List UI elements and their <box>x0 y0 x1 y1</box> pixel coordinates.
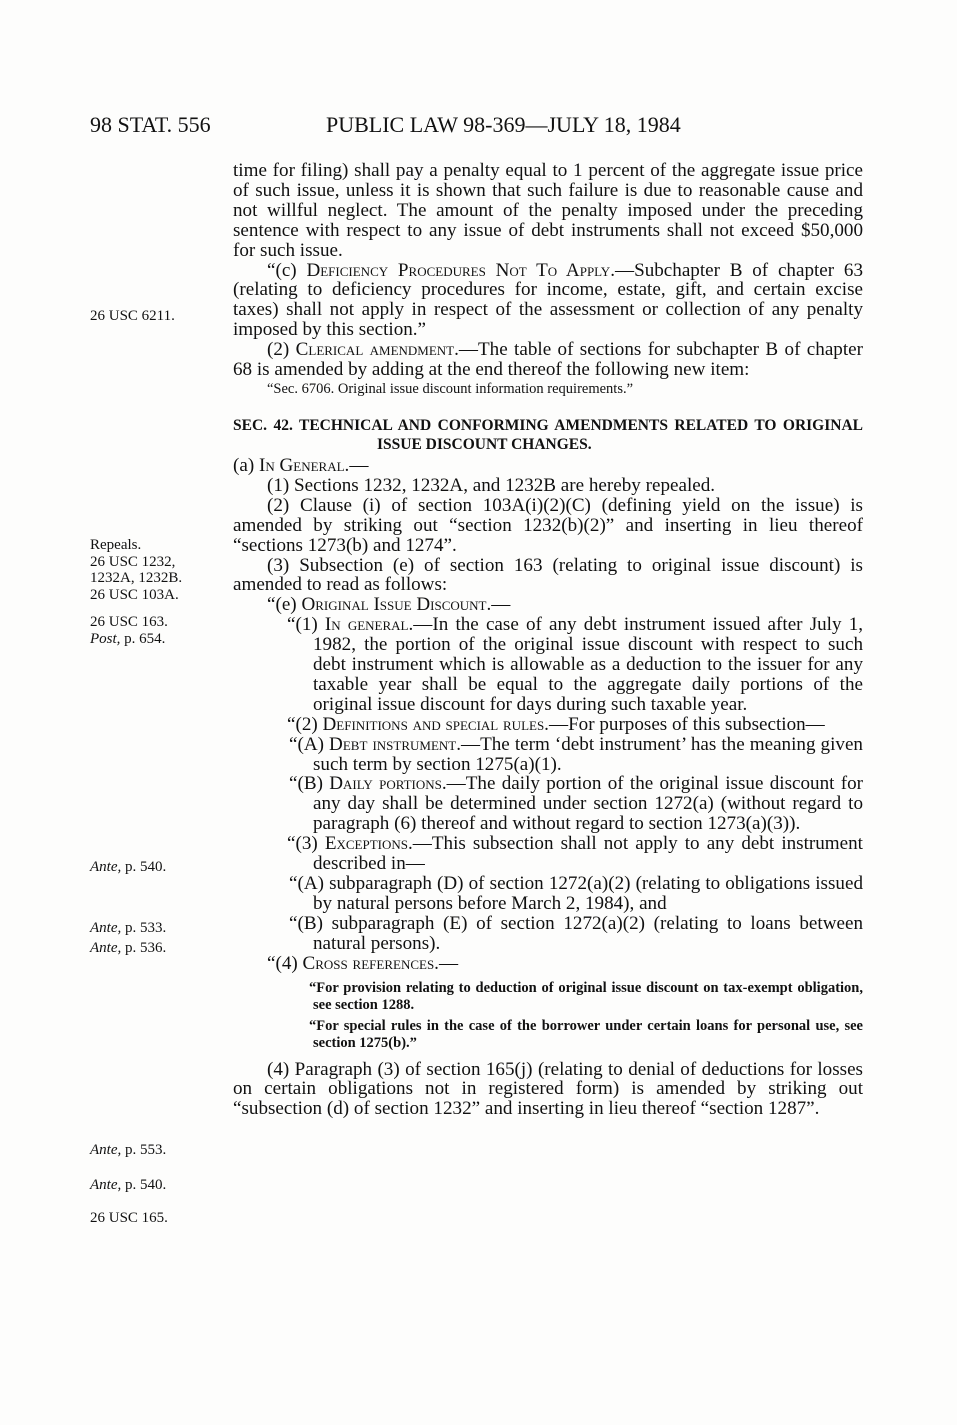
margin-note-ante-540 <box>90 859 166 876</box>
subsection-heading: In General. <box>258 454 350 476</box>
margin-note-usc-165: 26 USC 165. <box>90 1210 168 1226</box>
subsection-heading: Original Issue Discount. <box>301 594 492 616</box>
margin-note-line <box>90 631 168 648</box>
dash: — <box>438 952 459 974</box>
paragraph-a2: (2) Clause (i) of section 103A(i)(2)(C) (defining yield on the issue) is amended by striking out “section 1232(b)(2)” and inserting in lieu thereof “sections 1273(b) and 1274”. <box>233 494 863 556</box>
clerical-amendment <box>233 340 863 380</box>
subsection-label: “(e) <box>267 594 302 616</box>
section-heading: SEC. 42. TECHNICAL AND CONFORMING AMENDMENTS RELATED TO ORIGINAL ISSUE DISCOUNT CHANGES. <box>233 416 863 453</box>
paragraph-text: —This subsection shall not apply to any debt instrument described in— <box>313 833 863 875</box>
paragraph-heading: Definitions and special rules. <box>322 713 549 735</box>
paragraph-heading: Clerical amendment. <box>295 339 459 361</box>
paragraph-e2 <box>233 715 863 735</box>
paragraph-label: (2) <box>267 339 296 361</box>
paragraph-penalty-continued: time for filing) shall pay a penalty equal to 1 percent of the aggregate issue price of such issue, unless it is shown that such failure is due to reasonable cause and not willful neglect. The amount of the penalty imposed under the preceding sentence with respect to any issue of debt instruments shall not exceed $50,000 for such issue. <box>233 160 863 261</box>
subsection-c <box>233 261 863 341</box>
margin-note-line: 26 USC 163. <box>90 614 168 630</box>
cross-reference-2: “For special rules in the case of the borrower under certain loans for personal use, see section 1275(b).” <box>309 1017 863 1051</box>
dash: — <box>491 594 511 616</box>
statute-page-number: 98 STAT. 556 <box>90 112 211 137</box>
margin-note-page: p. 540. <box>125 859 167 875</box>
subparagraph-heading: Debt instrument. <box>329 733 461 755</box>
margin-note-page: p. 540. <box>125 1177 167 1193</box>
dash: — <box>349 454 369 476</box>
paragraph-e3 <box>233 834 863 874</box>
margin-note-ante-540b <box>90 1177 166 1194</box>
subparagraph-heading: Daily portions. <box>329 773 447 795</box>
margin-note-post: Post, <box>90 630 121 647</box>
paragraph-a1: (1) Sections 1232, 1232A, and 1232B are hereby repealed. <box>267 474 716 496</box>
subparagraph-text: —The daily portion of the original issue discount for any day shall be determined under section 1272(a) (without regard to paragraph (6) thereof and without regard to section 1273(a)(3)). <box>313 773 864 835</box>
paragraph-heading: Cross references. <box>302 952 439 974</box>
paragraph-text: —The table of sections for subchapter B of chapter 68 is amended by adding at the end thereof the following new item: <box>233 339 863 381</box>
margin-note-line: 26 USC 1232, <box>90 553 176 570</box>
margin-note-usc-163 <box>90 614 168 647</box>
paragraph-label: “(2) <box>287 713 323 735</box>
margin-note-ante: Ante, <box>90 1177 122 1193</box>
margin-note-line: 1232A, 1232B. <box>90 570 183 587</box>
paragraph-label: “(1) <box>287 614 325 636</box>
subparagraph-label: “(B) <box>289 773 330 795</box>
subparagraph-text: —The term ‘debt instrument’ has the meaning given such term by section 1275(a)(1). <box>313 733 863 775</box>
paragraph-label: “(4) <box>267 952 303 974</box>
body-text <box>233 161 863 1119</box>
margin-note-page: p. 533. <box>125 920 167 936</box>
paragraph-e4 <box>233 954 863 974</box>
margin-note-ante-536 <box>90 940 166 957</box>
margin-note-line: 26 USC 103A. <box>90 586 179 603</box>
subparagraph-e2b <box>233 774 863 834</box>
paragraph-a3: (3) Subsection (e) of section 163 (relating to original issue discount) is amended to read as follows: <box>233 554 863 596</box>
subsection-label: (a) <box>233 454 259 476</box>
subsection-e <box>233 595 863 615</box>
subparagraph-label: “(A) <box>289 733 330 755</box>
cross-reference-1: “For provision relating to deduction of original issue discount on tax-exempt obligation, see section 1288. <box>309 979 863 1013</box>
subparagraph-e3a: “(A) subparagraph (D) of section 1272(a)(2) (relating to obligations issued by natural persons before March 2, 1984), and <box>289 873 863 914</box>
margin-note-ante: Ante, <box>90 859 122 875</box>
subsection-text: —Subchapter B of chapter 63 (relating to deficiency procedures for income, estate, gift, and certain excise taxes) shall not apply in respect of the assessment or collection of any penalty imposed by this section.” <box>233 259 864 341</box>
subsection-label: “(c) <box>267 259 307 281</box>
running-title: PUBLIC LAW 98-369—JULY 18, 1984 <box>326 112 681 137</box>
margin-note-usc-6211: 26 USC 6211. <box>90 308 175 324</box>
paragraph-label: “(3) <box>287 833 325 855</box>
subparagraph-e3b: “(B) subparagraph (E) of section 1272(a)(2) (relating to loans between natural persons). <box>289 912 863 954</box>
margin-note-ante: Ante, <box>90 1142 122 1158</box>
paragraph-e1 <box>233 615 863 715</box>
margin-note-repeals <box>90 537 182 603</box>
paragraph-a4: (4) Paragraph (3) of section 165(j) (relating to denial of deductions for losses on certain obligations not in registered form) is amended by striking out “subsection (d) of section 1232” and inserting in lieu thereof “section 1287”. <box>233 1058 863 1120</box>
paragraph-text: —For purposes of this subsection— <box>548 713 825 735</box>
margin-note-page: p. 654. <box>124 630 166 647</box>
subparagraph-e2a <box>233 735 863 775</box>
paragraph-heading: Exceptions. <box>324 833 413 855</box>
paragraph-text: —In the case of any debt instrument issued after July 1, 1982, the portion of the original issue discount with respect to such debt instrument which is allowable as a deduction to the issuer for any taxable year shall be equal to the aggregate daily portions of the original issue discount for days during such taxable year. <box>313 614 864 715</box>
margin-note-ante: Ante, <box>90 940 122 956</box>
margin-note-ante: Ante, <box>90 920 122 936</box>
margin-note-ante-553 <box>90 1142 166 1159</box>
subsection-a <box>233 456 863 476</box>
paragraph-heading: In general. <box>324 614 414 636</box>
subsection-heading: Deficiency Procedures Not To Apply. <box>306 259 615 281</box>
margin-note-line: Repeals. <box>90 537 142 553</box>
margin-note-page: p. 553. <box>125 1142 167 1158</box>
margin-note-ante-533 <box>90 920 166 937</box>
table-of-sections-item: “Sec. 6706. Original issue discount information requirements.” <box>267 380 634 397</box>
margin-note-page: p. 536. <box>125 940 167 956</box>
